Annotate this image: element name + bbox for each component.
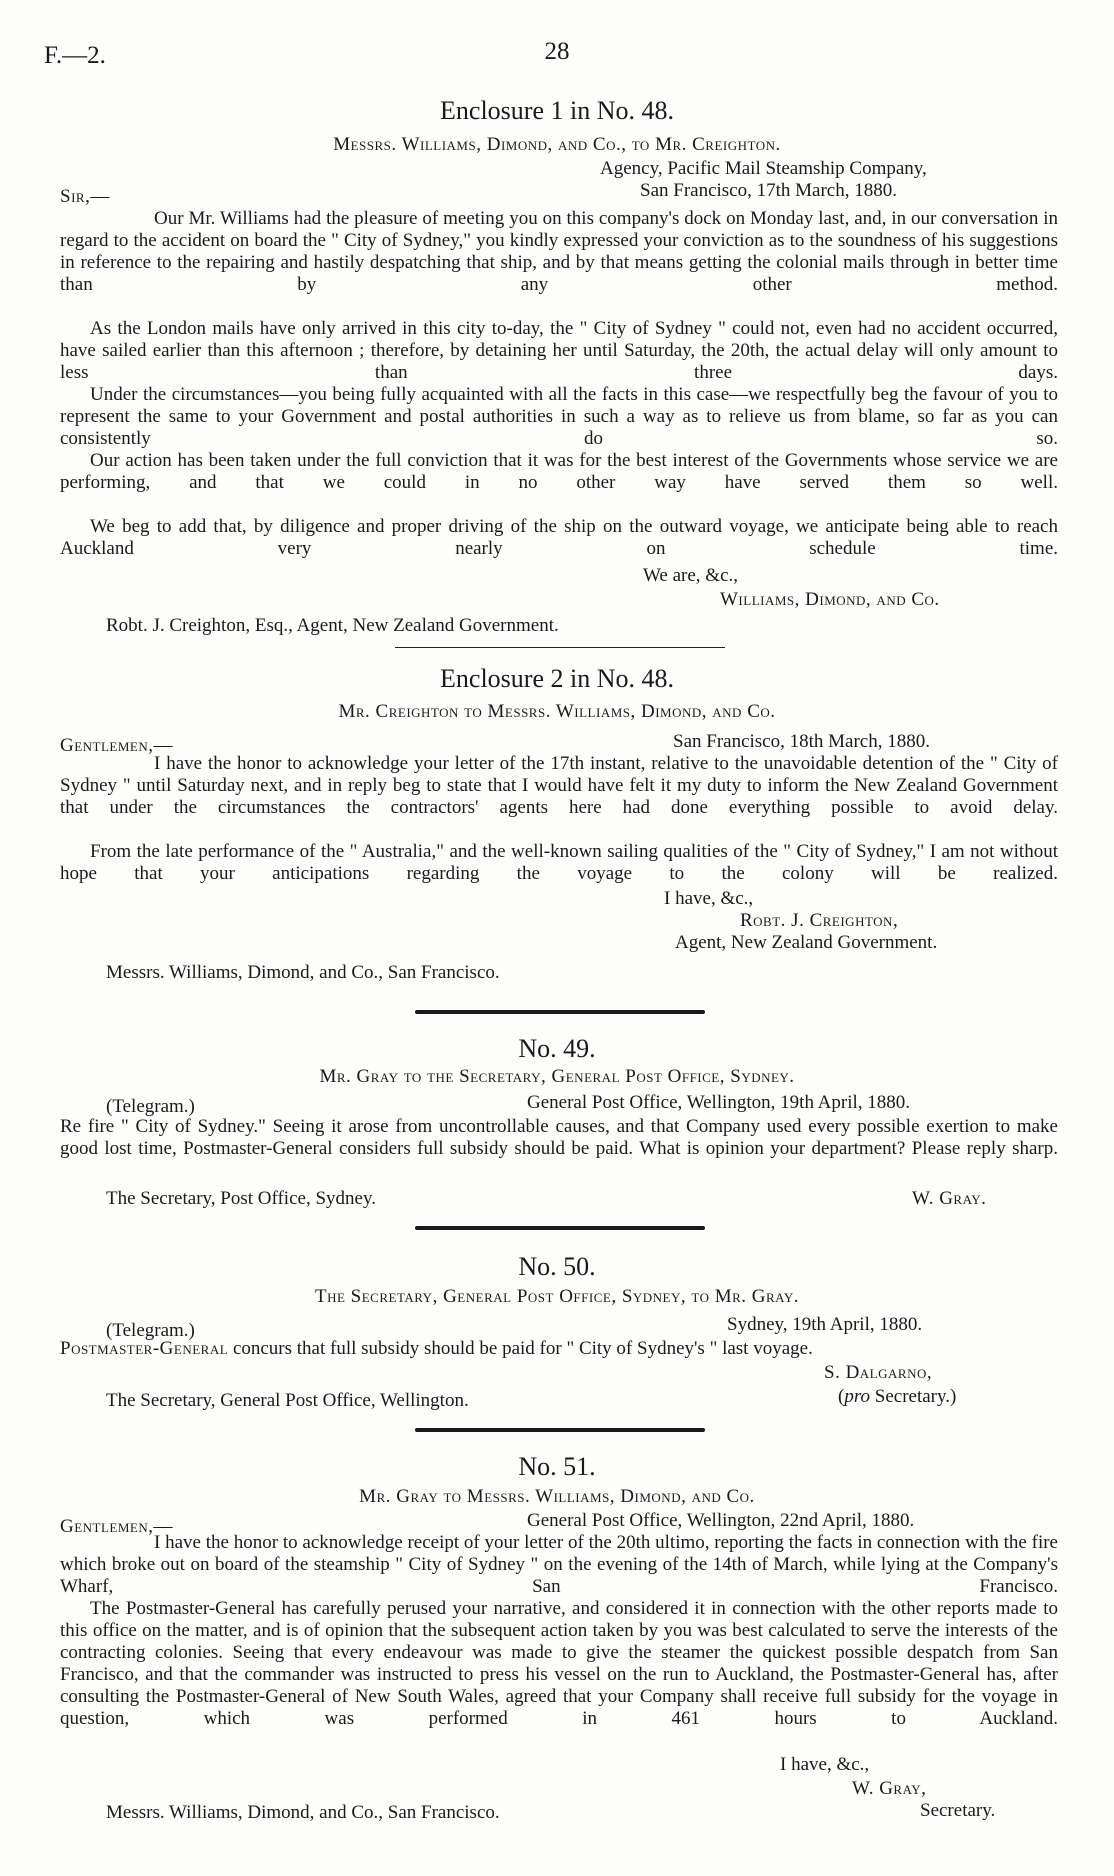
no49-heading: No. 49. bbox=[518, 1034, 596, 1063]
section-divider bbox=[415, 1010, 705, 1014]
enclosure-1-salutation: Sir,— bbox=[60, 186, 110, 207]
enclosure-2-date: San Francisco, 18th March, 1880. bbox=[673, 731, 930, 752]
no50-telegram-label: (Telegram.) bbox=[106, 1320, 195, 1341]
enclosure-2-subheading: Mr. Creighton to Messrs. Williams, Dimond, and Co. bbox=[338, 701, 776, 722]
enclosure-1-paragraph: As the London mails have only arrived in this city to-day, the " City of Sydney " could not, even had no accident occurred, have sailed earlier than this afternoon ; therefore, by detaining her until Saturday, the 20th, the actual delay will only amount to less than three days. bbox=[60, 318, 1058, 383]
section-divider bbox=[395, 647, 725, 648]
enclosure-2-salutation: Gentlemen,— bbox=[60, 735, 174, 756]
enclosure-1-paragraph: Our action has been taken under the full conviction that it was for the best interest of the Governments whose service we are performing, and that we could in no other way have served them so well. bbox=[60, 450, 1058, 493]
document-reference: F.—2. bbox=[44, 42, 106, 69]
section-divider bbox=[415, 1428, 705, 1432]
no51-title: Secretary. bbox=[920, 1800, 996, 1821]
no50-addressee: The Secretary, General Post Office, Wellington. bbox=[106, 1390, 469, 1411]
enclosure-1-address-line-1: Agency, Pacific Mail Steamship Company, bbox=[600, 158, 927, 179]
no50-date: Sydney, 19th April, 1880. bbox=[727, 1314, 923, 1335]
no50-pro-italic: pro bbox=[844, 1386, 871, 1407]
no49-body: Re fire " City of Sydney." Seeing it arose from uncontrollable causes, and that Company used every possible exertion to make good lost time, Postmaster-General considers full subsidy should be paid. What is opinion your department? Please reply sharp. bbox=[60, 1116, 1058, 1159]
no51-subheading: Mr. Gray to Messrs. Williams, Dimond, and Co. bbox=[359, 1486, 755, 1507]
enclosure-2-addressee: Messrs. Williams, Dimond, and Co., San Francisco. bbox=[106, 962, 500, 983]
enclosure-1-heading: Enclosure 1 in No. 48. bbox=[440, 96, 674, 125]
no49-subheading: Mr. Gray to the Secretary, General Post Office, Sydney. bbox=[319, 1066, 795, 1087]
section-divider bbox=[415, 1226, 705, 1230]
no50-body: concurs that full subsidy should be paid for " City of Sydney's " last voyage. bbox=[232, 1338, 813, 1359]
no49-addressee: The Secretary, Post Office, Sydney. bbox=[106, 1188, 376, 1209]
no50-pro-secretary: (pro Secretary.) bbox=[838, 1386, 957, 1407]
no51-paragraph: The Postmaster-General has carefully perused your narrative, and considered it in connection with the other reports made to this office on the matter, and is of opinion that the subsequent action taken by you was best calculated to serve the interests of the contracting colonies. Seeing that every endeavour was made to give the steamer the quickest possible despatch from San Francisco, and that the commander was instructed to press his vessel on the run to Auckland, the Postmaster-General has, after consulting the Postmaster-General of New South Wales, agreed that your Company shall receive full subsidy for the voyage in question, which was performed in 461 hours to Auckland. bbox=[60, 1598, 1058, 1729]
no50-subheading: The Secretary, General Post Office, Sydney, to Mr. Gray. bbox=[314, 1286, 800, 1307]
no51-paragraph: I have the honor to acknowledge receipt of your letter of the 20th ultimo, reporting the facts in connection with the fire which broke out on board of the steamship " City of Sydney " on the evening of the 14th of March, while lying at the Company's Wharf, San Francisco. bbox=[60, 1532, 1058, 1597]
enclosure-2-signature: Robt. J. Creighton, bbox=[740, 910, 899, 931]
enclosure-1-signature: Williams, Dimond, and Co. bbox=[720, 589, 940, 610]
no50-pro-rest: Secretary.) bbox=[874, 1386, 957, 1407]
no51-closing: I have, &c., bbox=[780, 1754, 870, 1775]
no51-date: General Post Office, Wellington, 22nd April, 1880. bbox=[527, 1510, 915, 1531]
no51-addressee: Messrs. Williams, Dimond, and Co., San Francisco. bbox=[106, 1802, 500, 1823]
no50-heading: No. 50. bbox=[518, 1252, 596, 1281]
enclosure-2-closing: I have, &c., bbox=[664, 888, 754, 909]
no50-body-line bbox=[60, 1338, 813, 1360]
no51-salutation: Gentlemen,— bbox=[60, 1516, 174, 1537]
no49-signature: W. Gray. bbox=[912, 1188, 987, 1209]
no49-telegram-label: (Telegram.) bbox=[106, 1096, 195, 1117]
enclosure-2-paragraph: From the late performance of the " Australia," and the well-known sailing qualities of the " City of Sydney," I am not without hope that your anticipations regarding the voyage to the colony will be realized. bbox=[60, 841, 1058, 884]
enclosure-2-heading: Enclosure 2 in No. 48. bbox=[440, 664, 674, 693]
enclosure-1-paragraph: Our Mr. Williams had the pleasure of meeting you on this company's dock on Monday last, and, in our conversation in regard to the accident on board the " City of Sydney," you kindly expressed your conviction as to the soundness of his suggestions in reference to the repairing and hastily despatching that ship, and by that means getting the colonial mails through in better time than by any other method. bbox=[60, 208, 1058, 295]
enclosure-1-paragraph: Under the circumstances—you being fully acquainted with all the facts in this case—we respectfully beg the favour of you to represent the same to your Government and postal authorities in such a way as to relieve us from blame, so far as you can consistently do so. bbox=[60, 384, 1058, 449]
no51-heading: No. 51. bbox=[518, 1452, 596, 1481]
no50-body-lead: Postmaster-General bbox=[60, 1338, 229, 1359]
enclosure-2-title: Agent, New Zealand Government. bbox=[675, 932, 938, 953]
enclosure-1-addressee: Robt. J. Creighton, Esq., Agent, New Zealand Government. bbox=[106, 615, 559, 636]
enclosure-1-paragraph: We beg to add that, by diligence and proper driving of the ship on the outward voyage, we anticipate being able to reach Auckland very nearly on schedule time. bbox=[60, 516, 1058, 559]
page-number: 28 bbox=[544, 38, 570, 65]
no51-signature: W. Gray, bbox=[852, 1778, 927, 1799]
enclosure-1-subheading: Messrs. Williams, Dimond, and Co., to Mr. Creighton. bbox=[333, 134, 781, 155]
no49-date: General Post Office, Wellington, 19th April, 1880. bbox=[527, 1092, 910, 1113]
enclosure-1-closing: We are, &c., bbox=[643, 565, 738, 586]
no50-signature: S. Dalgarno, bbox=[824, 1362, 933, 1383]
enclosure-2-paragraph: I have the honor to acknowledge your letter of the 17th instant, relative to the unavoidable detention of the " City of Sydney " until Saturday next, and in reply beg to state that I would have felt it my duty to inform the New Zealand Government that under the circumstances the contractors' agents here had done everything possible to avoid delay. bbox=[60, 753, 1058, 818]
enclosure-1-address-line-2: San Francisco, 17th March, 1880. bbox=[640, 180, 897, 201]
